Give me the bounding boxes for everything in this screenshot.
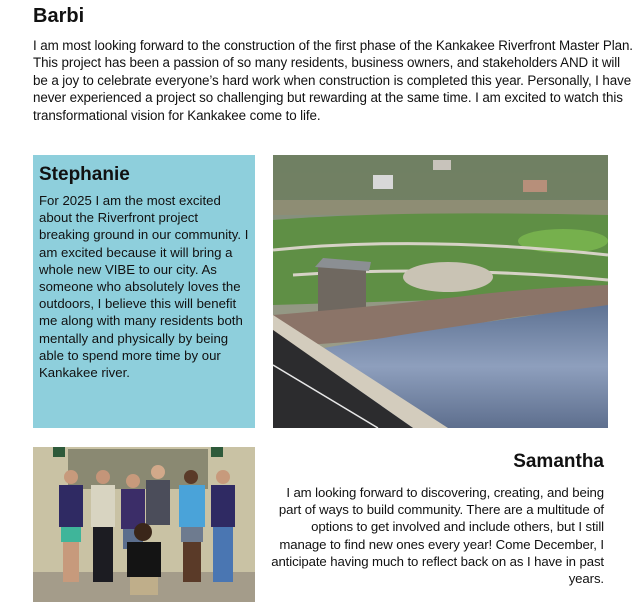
overlook-plaza xyxy=(403,262,493,292)
samantha-text: I am looking forward to discovering, creating, and being part of ways to build community. There are a multitude of options to get involved and include others, but I still manage to find new ones every year! Come December, I anticipate having much to reflect back on as I have in past years. xyxy=(271,485,604,587)
stephanie-name: Stephanie xyxy=(39,164,130,185)
awning xyxy=(53,447,65,457)
riverfront-rendering-image xyxy=(273,155,608,428)
barbi-section xyxy=(33,4,633,124)
stephanie-callout-box xyxy=(33,155,255,428)
samantha-name: Samantha xyxy=(513,451,604,472)
samantha-section xyxy=(268,450,604,587)
barbi-text: I am most looking forward to the construction of the first phase of the Kankakee Riverfront Master Plan. This project has been a passion of so many residents, business owners, and stakeholders AND it will be a joy to celebrate everyone’s hard work when construction is completed this year. Personally, I have never experienced a project so challenging but rewarding at the same time. I am excited to watch this transformational vision for Kankakee come to life. xyxy=(33,38,633,123)
awning xyxy=(211,447,223,457)
house xyxy=(433,160,451,170)
field xyxy=(273,200,608,215)
riverfront-rendering-illustration xyxy=(273,155,608,428)
barbi-name: Barbi xyxy=(33,5,85,27)
house xyxy=(373,175,393,189)
stephanie-text: For 2025 I am the most excited about the Riverfront project breaking ground in our community. I am excited because it will bring a whole new VIBE to our city. As someone who absolutely loves the outdoors, I believe this will benefit me along with many residents both mentally and physically by being able to spend more time by our Kankakee river. xyxy=(39,193,249,381)
group-photo-illustration xyxy=(33,447,255,602)
house xyxy=(523,180,547,192)
volunteer-group-photo xyxy=(33,447,255,602)
